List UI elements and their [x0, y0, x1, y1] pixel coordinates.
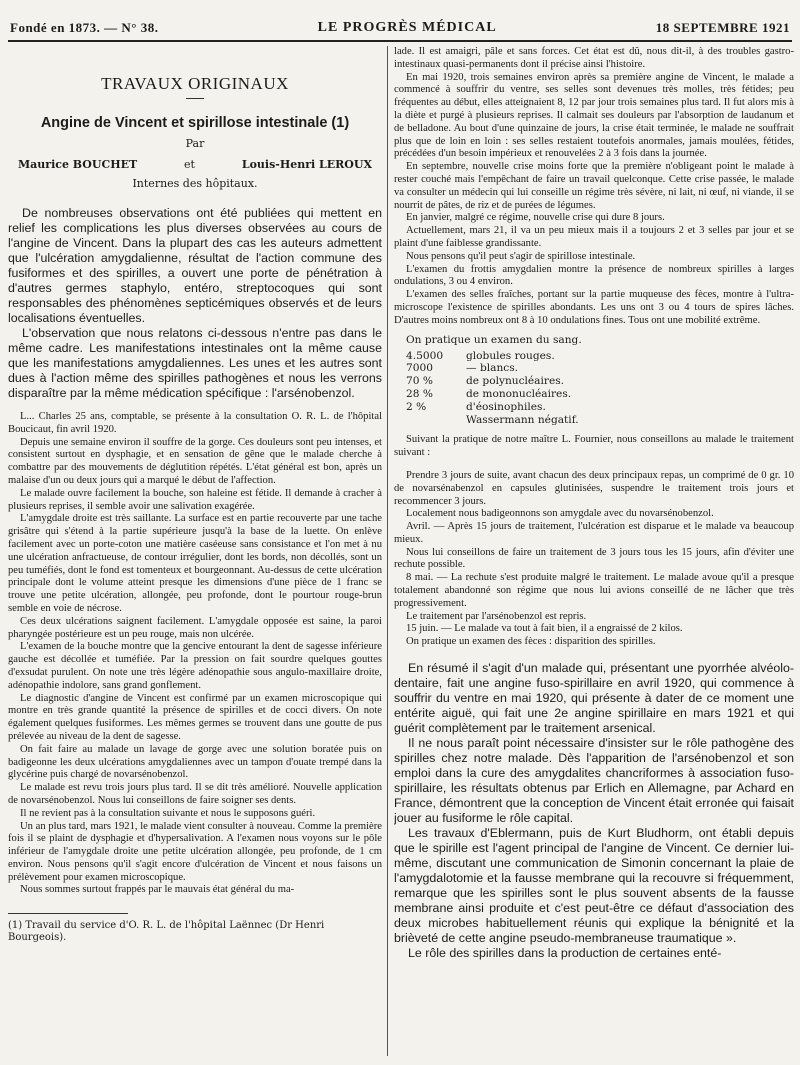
observation-paragraph: L'examen des selles fraîches, portant sur la partie muqueuse des fèces, montre à l'ultra-microscope l'existence de spirilles abondants. Les uns ont 3 ou 4 tours de spires lâches. D'autres moins nombreux ont 8 à 10 ondulations fines. Tous ont une mobilité extrême. — [394, 289, 794, 326]
section-rule — [186, 98, 204, 99]
observation-paragraph: En septembre, nouvelle crise moins forte que la première n'obligeant point le malade à rester couché mais l'empêchant de faire un travail quelconque. Cette crise passée, le malade va consulter un médecin qui lui conseille un régime très sévère, ni lait, ni œuf, ni viande, il se nourrit de pâtes, de riz et de purées de légumes. — [394, 161, 794, 211]
left-column — [8, 46, 382, 1063]
observation-paragraph: Nous sommes surtout frappés par le mauvais état général du ma- — [20, 884, 295, 896]
blood-row — [406, 375, 794, 388]
observation-paragraph: Le malade est revu trois jours plus tard. Il se dit très amélioré. Nouvelle application de novarsénobenzol. Nous lui conseillons de faire soigner ses dents. — [8, 782, 382, 806]
conclusion-paragraph: Les travaux d'Eblermann, puis de Kurt Bludhorm, ont établi depuis que le spirille est l'agent principal de l'angine de Vincent. Ce dernier lui-même, discutant une communication de Simonin concernant la plaie de l'amygdalotomie et la fausse membrane qui la recouvre si fréquemment, remarque que les spirilles sont le plus souvent absents de la fausse membrane ainsi produite et c'est peut-être ce défaut d'association des deux microbes habituellement réunis qui explique la bénignité et la brièveté de cette angine pseudo-membraneuse traumatique ». — [394, 826, 794, 946]
treatment-paragraph: 8 mai. — La rechute s'est produite malgré le traitement. Le malade avoue qu'il a presque totalement abandonné son régime que nous lui avions conseillé de ne lâcher que très progressivement. — [394, 572, 794, 609]
blood-value: 4.5000 — [406, 349, 444, 362]
treatment-paragraph: Suivant la pratique de notre maître L. Fournier, nous conseillons au malade le traitement suivant : — [394, 434, 794, 459]
blood-row — [406, 401, 794, 414]
blood-exam — [394, 334, 794, 427]
observation-paragraph: L'examen du frottis amygdalien montre la présence de nombreux spirilles à larges ondulations, 3 ou 4 environ. — [394, 263, 794, 288]
observation-paragraph: En janvier, malgré ce régime, nouvelle crise qui dure 8 jours. — [406, 212, 665, 224]
header-rule — [8, 40, 792, 42]
blood-row — [406, 362, 794, 375]
treatment-paragraph: Le traitement par l'arsénobenzol est repris. — [406, 610, 587, 622]
authors — [18, 158, 372, 171]
conclusion-paragraph: Il ne nous paraît point nécessaire d'insister sur le rôle pathogène des spirilles chez notre malade. Dès l'apparition de l'arsénobenzol et son emploi dans la cure des amygdalites chancriformes à association fuso-spirillaire, les résultats obtenus par Erlich en Allemagne, par Achard en France, démontrent que la conception de Vincent était erronée qui faisait jouer au fusiforme le rôle capital. — [394, 736, 794, 826]
observation-paragraph: L'amygdale droite est très saillante. La surface est en partie recouverte par une tache grisâtre qui s'étend à la partie supérieure jusqu'à la base de la luette. On enlève facilement avec un porte-coton une matière caséeuse sans consistance et l'on met à nu une ulcération anfractueuse, de contour irrégulier, dont les bords, non décollés, sont un peu tuméfiés, dont le fond est tomenteux et bourgeonnant. Au-dessus de cette ulcération principale dont le volume atteint presque les dimensions d'une pièce de 1 franc se trouve une petite ulcération, allongée, peu profonde, dont le pourtour rouge-brun semble en voie de nécrose. — [8, 513, 382, 614]
treatment-paragraph: Localement nous badigeonnons son amygdale avec du novarsénobenzol. — [406, 508, 714, 520]
blood-value: 7000 — [406, 362, 433, 375]
author-leroux: Louis-Henri LEROUX — [241, 158, 372, 171]
observation-paragraph: Depuis une semaine environ il souffre de la gorge. Ces douleurs sont peu intenses, et consistent surtout en dysphagie, et en sensation de gêne que le malade cherche à combattre par des mouvements de déglutition répétés. L'état général est bon, après un malaise d'un ou deux jours qui a marqué le début de l'affection. — [8, 436, 382, 486]
blood-row — [406, 350, 794, 363]
issue-date: 18 SEPTEMBRE 1921 — [655, 20, 790, 35]
header-founded: Fondé en 1873. — N° 38. — [10, 20, 159, 35]
author-conjunction: et — [184, 158, 195, 171]
treatment-paragraph: 15 juin. — Le malade va tout à fait bien, il a engraissé de 2 kilos. — [406, 623, 683, 635]
treatment-paragraph: Avril. — Après 15 jours de traitement, l'ulcération est disparue et le malade va beaucoup mieux. — [394, 521, 794, 545]
blood-label: — blancs. — [466, 362, 519, 375]
observation-paragraph: Ces deux ulcérations saignent facilement. L'amygdale opposée est saine, la paroi pharyngée postérieure est un peu rouge, mais non ulcérée. — [8, 615, 382, 640]
author-bouchet: Maurice BOUCHET — [18, 158, 138, 171]
treatment-paragraph: Prendre 3 jours de suite, avant chacun des deux principaux repas, un comprimé de 0 gr. 10 de novarsénabenzol en capsules glutinisées, suspendre le traitement trois jours et recommencer 3 jours. — [394, 469, 794, 507]
blood-value: 28 % — [406, 387, 433, 400]
observation-paragraph: lade. Il est amaigri, pâle et sans forces. Cet état est dû, nous dit-il, à des troubles gastro-intestinaux quasi-permanents dont il précise ainsi l'histoire. — [394, 46, 794, 70]
observation-left — [8, 411, 382, 897]
intro-paragraph: L'observation que nous relatons ci-dessous n'entre pas dans le même cadre. Les manifestations intestinales ont la même cause que les manifestations amygdaliennes. Les unes et les autres sont dues à l'action même des spirilles pathogènes et nous les verrons disparaître par la même médication spécifique : l'arsénobenzol. — [8, 326, 382, 400]
intro-paragraph: De nombreuses observations ont été publiées qui mettent en relief les complications les plus diverses observées au cours de l'angine de Vincent. Dans la plupart des cas les auteurs admettent que l'ulcération amygdalienne, résultat de l'action commune des fusiformes et des spirilles, a ouvert une porte de pénétration à d'autres germes staphylo, entéro, streptocoques qui sont responsables des phénomènes septicémiques observés et de leurs localisations éventuelles. — [8, 206, 382, 325]
observation-paragraph: On fait faire au malade un lavage de gorge avec une solution boratée puis on badigeonne les deux ulcérations amygdaliennes avec un tampon d'ouate trempé dans la glycérine puis chargé de novarsénobenzol. — [8, 743, 382, 781]
blood-label: d'éosinophiles. — [466, 400, 546, 413]
observation-paragraph: Un an plus tard, mars 1921, le malade vient consulter à nouveau. Comme la première fois il se plaint de dysphagie et d'hypersalivation. A l'examen nous voyons sur le pôle inférieur de l'amygdale droite une petite ulcération allongée, peu profonde, de 1 cm environ. Nous pensons qu'il s'agit encore d'ulcération de Vincent et nous faisons un prélèvement pour examen microscopique. — [8, 820, 382, 883]
column-divider — [387, 46, 388, 1056]
footnote: (1) Travail du service d'O. R. L. de l'hôpital Laënnec (Dr Henri Bourgeois). — [8, 920, 325, 944]
blood-exam-intro: On pratique un examen du sang. — [406, 333, 582, 346]
observation-paragraph: Le diagnostic d'angine de Vincent est confirmé par un examen microscopique qui montre en très grande quantité la présence de spirilles et de cocci divers. On note également quelques fusiformes. Les mêmes germes se trouvent dans une goutte de pus prélevée au niveau de la dent de sagesse. — [8, 692, 382, 742]
blood-label: globules rouges. — [466, 349, 555, 362]
article-title: Angine de Vincent et spirillose intestinale (1) — [40, 115, 350, 131]
conclusion-paragraph: En résumé il s'agit d'un malade qui, présentant une pyorrhée alvéolo-dentaire, fait une angine fuso-spirillaire en avril 1920, qui commence à souffrir du ventre en mai 1920, qui présente à dater de ce moment une entérite aiguë, qui fait une 2e angine spirillaire en mars 1921 et qui guérit complètement par le traitement arsenical. — [394, 661, 794, 736]
blood-label: de mononucléaires. — [466, 387, 572, 400]
blood-value — [406, 414, 466, 427]
blood-value: 70 % — [406, 375, 433, 388]
by-line: Par — [185, 137, 205, 150]
affiliation: Internes des hôpitaux. — [132, 177, 258, 190]
observation-paragraph: Il ne revient pas à la consultation suivante et nous le supposons guéri. — [20, 807, 316, 819]
running-header — [10, 18, 790, 38]
section-heading: TRAVAUX ORIGINAUX — [101, 74, 289, 93]
observation-paragraph: Le malade ouvre facilement la bouche, son haleine est fétide. Il demande à cracher à plusieurs reprises, il semble avoir une salivation exagérée. — [8, 487, 382, 512]
journal-title: LE PROGRÈS MÉDICAL — [317, 20, 497, 35]
blood-row — [406, 388, 794, 401]
blood-value: 2 % — [406, 400, 427, 413]
blood-label: de polynucléaires. — [466, 375, 565, 388]
observation-paragraph: Nous pensons qu'il peut s'agir de spirillose intestinale. — [406, 250, 636, 262]
observation-paragraph: Actuellement, mars 21, il va un peu mieux mais il a toujours 2 et 3 selles par jour et se plaint d'une faiblesse grandissante. — [394, 225, 794, 249]
right-column — [394, 46, 794, 1063]
observation-paragraph: L'examen de la bouche montre que la gencive entourant la dent de sagesse inférieure gauche est décollée et tuméfiée. Par la pression on fait sourdre quelques gouttes d'exsudat purulent. On note une très légère adénopathie sous angulo-maxillaire droite, adénopathie indolore, sans grand gonflement. — [8, 641, 382, 691]
footnote-rule — [8, 913, 128, 914]
treatment-paragraph: On pratique un examen des fèces : disparition des spirilles. — [406, 636, 656, 648]
observation-paragraph: En mai 1920, trois semaines environ après sa première angine de Vincent, le malade a commencé à souffrir du ventre, ses selles sont devenues très molles, très fétides; peu fréquentes au début, elles atteignaient 8, 12 par jour trois semaines plus tard. Il fut alors mis à la diète et purgé à plusieurs reprises. Il calmait ses douleurs par l'absorption de laudanum et de belladone. Au bout d'une quinzaine de jours, la crise était terminée, le malade ne souffrait plus que de loin en loin : ses selles restaient toutefois anormales, jamais moulées, fétides, précédées d'un besoin impérieux et renouvelées 2 à 3 fois dans la journée. — [394, 71, 794, 160]
blood-label: Wassermann négatif. — [466, 413, 579, 426]
conclusion — [394, 661, 794, 961]
blood-row — [406, 414, 794, 427]
observation-paragraph: L... Charles 25 ans, comptable, se présente à la consultation O. R. L. de l'hôpital Boucicaut, fin avril 1920. — [8, 411, 382, 435]
conclusion-paragraph: Le rôle des spirilles dans la production de certaines enté- — [408, 946, 722, 961]
treatment-paragraph: Nous lui conseillons de faire un traitement de 3 jours tous les 15 jours, afin d'éviter une rechute possible. — [394, 546, 794, 571]
